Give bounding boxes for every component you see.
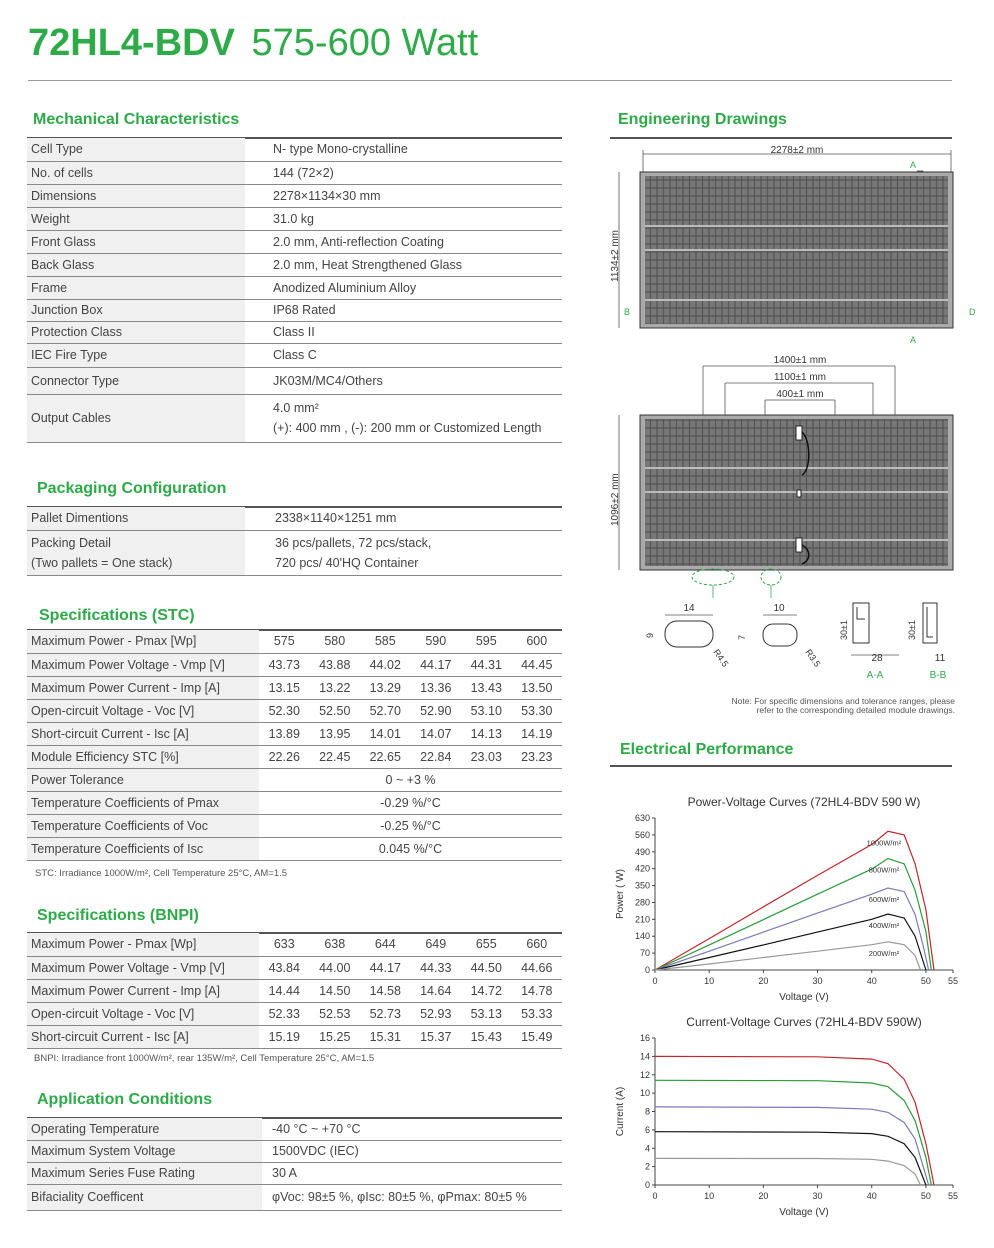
dim-28: 28 — [871, 653, 883, 664]
y-tick-label: 560 — [634, 829, 650, 840]
spec-value: 13.36 — [411, 676, 462, 699]
spec-value: 0.045 %/°C — [259, 837, 562, 860]
spec-value: Class II — [245, 321, 562, 343]
spec-value: 15.25 — [310, 1025, 361, 1048]
spec-value: 15.31 — [360, 1025, 411, 1048]
dim-r45: R4.5 — [711, 647, 731, 669]
table-row — [27, 161, 562, 184]
spec-value: 2.0 mm, Anti-reflection Coating — [245, 230, 562, 253]
table-row — [27, 979, 562, 1002]
spec-value: 575 — [259, 630, 310, 653]
dim-11: 11 — [934, 653, 946, 664]
model-name: 72HL4-BDV — [28, 22, 235, 64]
spec-value: 14.44 — [259, 979, 310, 1002]
series-line — [655, 1056, 934, 1185]
spec-value: N- type Mono-crystalline — [245, 138, 562, 161]
electrical-title: Electrical Performance — [620, 741, 794, 758]
y-tick-label: 0 — [644, 1180, 650, 1190]
y-tick-label: 12 — [639, 1069, 650, 1080]
spec-label: Junction Box — [27, 299, 245, 321]
table-row — [27, 299, 562, 321]
spec-value: 590 — [411, 630, 462, 653]
spec-value: 44.31 — [461, 653, 512, 676]
spec-value: -40 °C ~ +70 °C — [262, 1118, 562, 1140]
y-tick-label: 6 — [644, 1124, 650, 1135]
series-label: 200W/m² — [868, 948, 900, 958]
spec-label: Cell Type — [27, 138, 245, 161]
spec-label: Maximum Power - Pmax [Wp] — [27, 630, 259, 653]
table-row — [27, 791, 562, 814]
spec-value: 580 — [310, 630, 361, 653]
spec-value: JK03M/MC4/Others — [245, 367, 562, 394]
spec-value: 14.78 — [512, 979, 563, 1002]
spec-value: 14.07 — [411, 722, 462, 745]
packing-value-line2: 720 pcs/ 40'HQ Container — [275, 555, 419, 570]
table-row — [27, 138, 562, 161]
drawings-title: Engineering Drawings — [618, 111, 787, 128]
spec-value: Class C — [245, 343, 562, 367]
stc-table — [27, 630, 562, 861]
spec-label: Power Tolerance — [27, 768, 259, 791]
dim-400-label: 400±1 mm — [776, 389, 824, 400]
spec-value: 44.02 — [360, 653, 411, 676]
y-axis-label: Power ( W) — [615, 869, 626, 919]
spec-label: Connector Type — [27, 367, 245, 394]
spec-value: 52.73 — [360, 1002, 411, 1025]
hole-detail-1 — [665, 621, 713, 647]
y-tick-label: 16 — [639, 1033, 650, 1043]
chart-title: Power-Voltage Curves (72HL4-BDV 590 W) — [687, 795, 921, 809]
section-aa-label: A-A — [866, 670, 884, 681]
spec-value: 44.33 — [411, 956, 462, 979]
packaging-title: Packaging Configuration — [37, 480, 227, 497]
application-table — [27, 1118, 562, 1211]
spec-value: 13.95 — [310, 722, 361, 745]
dim-30-b: 30±1 — [907, 620, 917, 640]
drawing-note-line1: Note: For specific dimensions and tolerance ranges, please — [731, 696, 955, 706]
spec-label: Maximum Power Current - Imp [A] — [27, 676, 259, 699]
junction-box-bottom — [796, 538, 802, 552]
spec-label: IEC Fire Type — [27, 343, 245, 367]
table-row — [27, 1118, 562, 1140]
drawings-divider — [610, 137, 952, 139]
table-row — [27, 630, 562, 653]
pallet-value: 2338×1140×1251 mm — [245, 507, 562, 530]
y-axis-label: Current (A) — [615, 1086, 626, 1137]
spec-value: 52.70 — [360, 699, 411, 722]
spec-label: Weight — [27, 207, 245, 230]
spec-value: 44.17 — [411, 653, 462, 676]
y-tick-label: 490 — [634, 846, 650, 857]
output-cables-value — [245, 394, 562, 442]
y-tick-label: 420 — [634, 863, 650, 874]
series-label: 400W/m² — [868, 921, 900, 931]
x-tick-label: 40 — [866, 976, 877, 986]
series-label: 600W/m² — [868, 894, 900, 904]
packaging-table — [27, 507, 562, 576]
x-axis-label: Voltage (V) — [779, 1207, 829, 1218]
spec-label: Protection Class — [27, 321, 245, 343]
spec-value: -0.29 %/°C — [259, 791, 562, 814]
spec-value: 23.23 — [512, 745, 563, 768]
x-tick-label: 50 — [920, 1191, 931, 1201]
mark-a-bottom: A — [910, 335, 917, 345]
spec-value: 15.43 — [461, 1025, 512, 1048]
dim-1100-label: 1100±1 mm — [774, 372, 826, 383]
spec-label: Temperature Coefficients of Isc — [27, 837, 259, 860]
pv-curve-chart — [605, 790, 975, 1005]
junction-box-mid — [797, 490, 801, 497]
spec-label: Maximum Power Voltage - Vmp [V] — [27, 956, 259, 979]
spec-value: 14.50 — [310, 979, 361, 1002]
table-row — [27, 530, 562, 575]
table-row — [27, 1025, 562, 1048]
table-row — [27, 276, 562, 299]
spec-value: 13.22 — [310, 676, 361, 699]
dim-1400-label: 1400±1 mm — [773, 355, 827, 366]
x-tick-label: 0 — [652, 976, 658, 986]
spec-value: 13.43 — [461, 676, 512, 699]
spec-value: 53.30 — [512, 699, 563, 722]
spec-value: 15.49 — [512, 1025, 563, 1048]
spec-value: 23.03 — [461, 745, 512, 768]
table-row — [27, 343, 562, 367]
spec-label: Open-circuit Voltage - Voc [V] — [27, 699, 259, 722]
spec-value: 30 A — [262, 1162, 562, 1184]
spec-value: 0 ~ +3 % — [259, 768, 562, 791]
spec-value: 14.13 — [461, 722, 512, 745]
y-tick-label: 140 — [634, 931, 650, 942]
stc-note: STC: Irradiance 1000W/m², Cell Temperature 25°C, AM=1.5 — [35, 868, 288, 879]
table-row — [27, 653, 562, 676]
spec-label: Maximum Power Voltage - Vmp [V] — [27, 653, 259, 676]
spec-value: 633 — [259, 933, 310, 956]
spec-value: 44.17 — [360, 956, 411, 979]
spec-value: 2.0 mm, Heat Strengthened Glass — [245, 253, 562, 276]
spec-value: 31.0 kg — [245, 207, 562, 230]
spec-label: Front Glass — [27, 230, 245, 253]
detail-circle-2 — [761, 569, 781, 585]
iv-curve-chart — [605, 1010, 975, 1220]
dim-14: 14 — [683, 603, 695, 614]
y-tick-label: 630 — [634, 813, 650, 823]
table-row — [27, 207, 562, 230]
spec-label: Operating Temperature — [27, 1118, 262, 1140]
table-row — [27, 1140, 562, 1162]
spec-value: 2278×1134×30 mm — [245, 184, 562, 207]
spec-value: 52.33 — [259, 1002, 310, 1025]
spec-value: 22.26 — [259, 745, 310, 768]
chart-title: Current-Voltage Curves (72HL4-BDV 590W) — [686, 1015, 922, 1029]
width-dim-label: 1134±2 mm — [610, 230, 621, 282]
spec-value: 44.00 — [310, 956, 361, 979]
spec-value: 44.50 — [461, 956, 512, 979]
y-tick-label: 14 — [639, 1051, 650, 1062]
table-row — [27, 321, 562, 343]
y-tick-label: 70 — [639, 948, 650, 959]
table-row — [27, 814, 562, 837]
output-cables-line2: (+): 400 mm , (-): 200 mm or Customized Length — [273, 421, 542, 435]
pallet-label: Pallet Dimentions — [27, 507, 245, 530]
spec-label: Back Glass — [27, 253, 245, 276]
spec-value: 1500VDC (IEC) — [262, 1140, 562, 1162]
mark-a-top: A — [910, 160, 917, 170]
dim-r35: R3.5 — [803, 647, 823, 669]
spec-value: Anodized Aluminium Alloy — [245, 276, 562, 299]
spec-value: 14.19 — [512, 722, 563, 745]
table-row — [27, 253, 562, 276]
spec-value: 52.90 — [411, 699, 462, 722]
spec-value: IP68 Rated — [245, 299, 562, 321]
spec-label: No. of cells — [27, 161, 245, 184]
x-tick-label: 30 — [812, 1191, 823, 1201]
table-row — [27, 1162, 562, 1184]
x-tick-label: 20 — [758, 976, 769, 986]
x-tick-label: 10 — [704, 1191, 715, 1201]
power-range: 575-600 Watt — [251, 22, 479, 64]
spec-label: Short-circuit Current - Isc [A] — [27, 1025, 259, 1048]
dim-30-a: 30±1 — [839, 620, 849, 640]
spec-value: 595 — [461, 630, 512, 653]
packing-value-line1: 36 pcs/pallets, 72 pcs/stack, — [275, 535, 432, 550]
table-row — [27, 367, 562, 394]
mark-b-left: B — [624, 307, 631, 317]
spec-value: 53.33 — [512, 1002, 563, 1025]
spec-label: Open-circuit Voltage - Voc [V] — [27, 1002, 259, 1025]
table-row — [27, 230, 562, 253]
spec-label: Frame — [27, 276, 245, 299]
spec-value: 13.29 — [360, 676, 411, 699]
packing-label — [27, 530, 245, 575]
table-row — [27, 956, 562, 979]
y-tick-label: 0 — [644, 965, 650, 975]
x-tick-label: 40 — [866, 1191, 877, 1201]
y-tick-label: 350 — [634, 880, 650, 891]
y-tick-label: 8 — [644, 1106, 650, 1117]
spec-value: 52.30 — [259, 699, 310, 722]
spec-label: Maximum Power - Pmax [Wp] — [27, 933, 259, 956]
x-tick-label: 0 — [652, 1191, 658, 1201]
spec-value: 585 — [360, 630, 411, 653]
frame-profile-aa — [853, 603, 869, 643]
spec-value: 13.89 — [259, 722, 310, 745]
table-row — [27, 394, 562, 442]
x-tick-label: 10 — [704, 976, 715, 986]
y-tick-label: 10 — [639, 1088, 650, 1099]
table-row — [27, 745, 562, 768]
mechanical-table — [27, 138, 562, 443]
mark-d-right: D — [969, 307, 976, 317]
spec-value: 44.45 — [512, 653, 563, 676]
frame-profile-bb — [923, 603, 937, 643]
dim-9: 9 — [645, 632, 655, 638]
spec-value: 649 — [411, 933, 462, 956]
table-row — [27, 1184, 562, 1210]
spec-label: Dimensions — [27, 184, 245, 207]
spec-value: 15.19 — [259, 1025, 310, 1048]
series-line — [655, 1158, 921, 1185]
output-cables-line1: 4.0 mm² — [273, 401, 319, 415]
spec-value: 53.10 — [461, 699, 512, 722]
packing-label-line2: (Two pallets = One stack) — [31, 555, 173, 570]
table-row — [27, 768, 562, 791]
page-header — [28, 22, 478, 65]
spec-value: 22.45 — [310, 745, 361, 768]
table-row — [27, 1002, 562, 1025]
engineering-drawing — [605, 140, 980, 720]
spec-value: 22.84 — [411, 745, 462, 768]
table-row — [27, 933, 562, 956]
spec-label: Maximum System Voltage — [27, 1140, 262, 1162]
table-row — [27, 722, 562, 745]
spec-label: Maximum Series Fuse Rating — [27, 1162, 262, 1184]
x-tick-label: 55 — [947, 976, 959, 986]
spec-value: 13.50 — [512, 676, 563, 699]
y-tick-label: 280 — [634, 897, 650, 908]
spec-value: 52.93 — [411, 1002, 462, 1025]
stc-title: Specifications (STC) — [39, 607, 195, 624]
hole-detail-2 — [763, 624, 797, 646]
spec-value: 43.88 — [310, 653, 361, 676]
spec-value: 44.66 — [512, 956, 563, 979]
dim-7: 7 — [737, 634, 747, 640]
x-tick-label: 20 — [758, 1191, 769, 1201]
spec-label: Maximum Power Current - Imp [A] — [27, 979, 259, 1002]
series-label: 1000W/m² — [866, 838, 902, 848]
spec-value: 43.73 — [259, 653, 310, 676]
spec-value: φVoc: 98±5 %, φIsc: 80±5 %, φPmax: 80±5 % — [262, 1184, 562, 1210]
series-label: 800W/m² — [868, 865, 900, 875]
spec-value: 52.53 — [310, 1002, 361, 1025]
y-tick-label: 2 — [644, 1161, 650, 1172]
spec-value: 14.64 — [411, 979, 462, 1002]
junction-box-top — [796, 426, 802, 440]
table-row — [27, 837, 562, 860]
output-cables-label: Output Cables — [27, 394, 245, 442]
packing-label-line1: Packing Detail — [31, 535, 111, 550]
packing-value — [245, 530, 562, 575]
x-tick-label: 30 — [812, 976, 823, 986]
spec-value: 660 — [512, 933, 563, 956]
spec-value: 655 — [461, 933, 512, 956]
spec-value: 144 (72×2) — [245, 161, 562, 184]
application-title: Application Conditions — [37, 1091, 213, 1108]
spec-label: Short-circuit Current - Isc [A] — [27, 722, 259, 745]
table-row — [27, 699, 562, 722]
spec-label: Temperature Coefficients of Pmax — [27, 791, 259, 814]
spec-label: Bifaciality Coefficent — [27, 1184, 262, 1210]
x-tick-label: 55 — [947, 1191, 959, 1201]
spec-value: 22.65 — [360, 745, 411, 768]
spec-value: 644 — [360, 933, 411, 956]
drawing-note-line2: refer to the corresponding detailed module drawings. — [756, 705, 955, 715]
header-divider — [28, 80, 952, 81]
table-row — [27, 507, 562, 530]
spec-value: 43.84 — [259, 956, 310, 979]
series-line — [655, 1107, 929, 1185]
dim-10: 10 — [773, 603, 785, 614]
spec-value: -0.25 %/°C — [259, 814, 562, 837]
spec-value: 14.01 — [360, 722, 411, 745]
electrical-divider — [610, 765, 952, 767]
spec-label: Module Efficiency STC [%] — [27, 745, 259, 768]
y-tick-label: 210 — [634, 914, 650, 925]
dim-1096-label: 1096±2 mm — [610, 473, 621, 526]
spec-value: 15.37 — [411, 1025, 462, 1048]
bnpi-table — [27, 933, 562, 1049]
length-dim-label: 2278±2 mm — [770, 145, 824, 156]
x-tick-label: 50 — [920, 976, 931, 986]
y-tick-label: 4 — [644, 1143, 650, 1154]
table-row — [27, 184, 562, 207]
section-bb-label: B-B — [929, 670, 947, 681]
spec-value: 600 — [512, 630, 563, 653]
spec-value: 53.13 — [461, 1002, 512, 1025]
table-row — [27, 676, 562, 699]
spec-label: Temperature Coefficients of Voc — [27, 814, 259, 837]
x-axis-label: Voltage (V) — [779, 992, 829, 1003]
spec-value: 638 — [310, 933, 361, 956]
spec-value: 52.50 — [310, 699, 361, 722]
spec-value: 14.58 — [360, 979, 411, 1002]
bnpi-title: Specifications (BNPI) — [37, 907, 199, 924]
detail-circle-1 — [692, 569, 734, 585]
spec-value: 14.72 — [461, 979, 512, 1002]
bnpi-note: BNPI: Irradiance front 1000W/m², rear 135W/m², Cell Temperature 25°C, AM=1.5 — [34, 1053, 375, 1064]
spec-value: 13.15 — [259, 676, 310, 699]
mechanical-title: Mechanical Characteristics — [33, 111, 240, 128]
